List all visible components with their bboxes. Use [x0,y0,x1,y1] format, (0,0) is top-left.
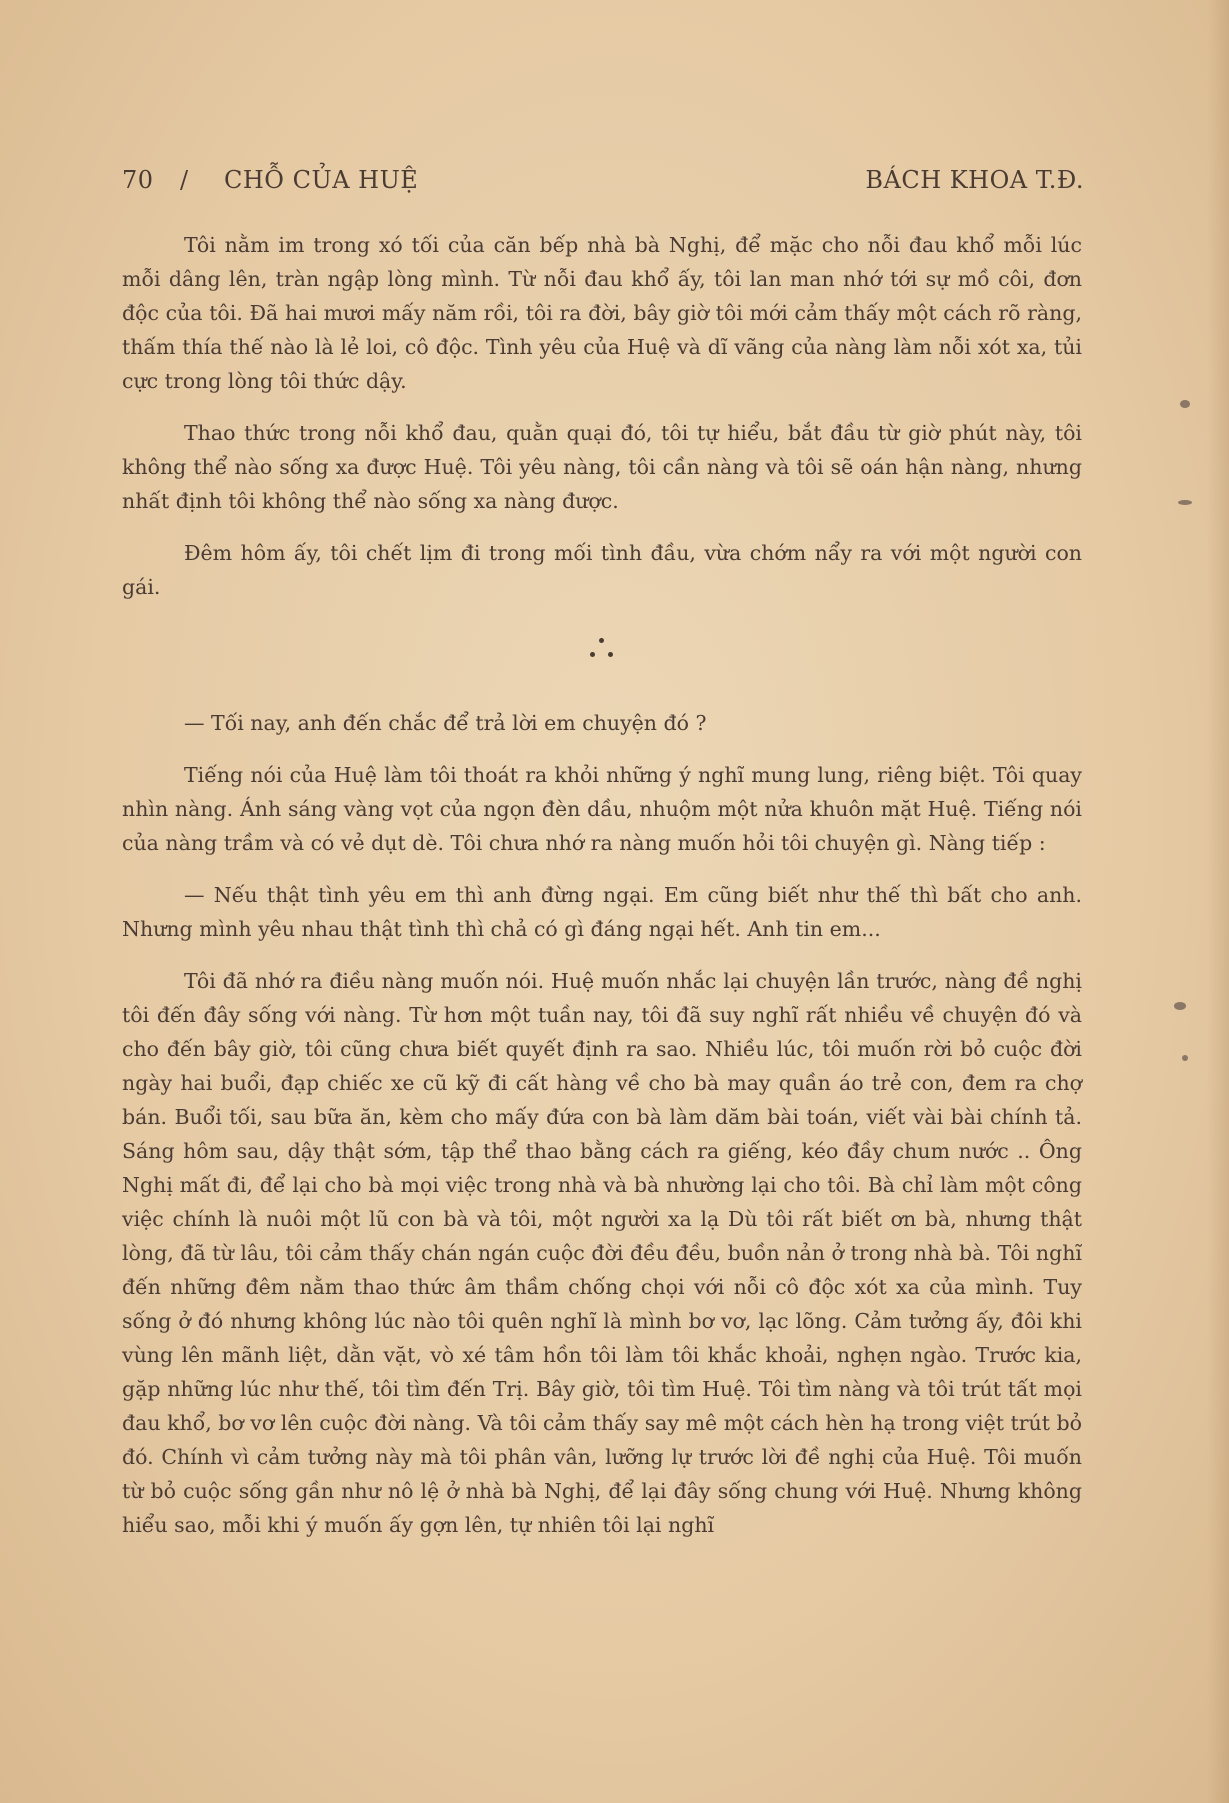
ink-speck [1178,500,1192,505]
header-separator: / [180,166,189,194]
ornament-dot [590,652,595,657]
ink-speck [1182,1055,1188,1061]
paragraph: Đêm hôm ấy, tôi chết lịm đi trong mối tình đầu, vừa chớm nẩy ra với một người con gái. [122,541,1082,599]
chapter-title: CHỖ CỦA HUỆ [224,166,419,194]
ink-speck [1174,1002,1186,1010]
dialogue-paragraph: — Tối nay, anh đến chắc để trả lời em chuyện đó ? [184,711,707,735]
magazine-name: BÁCH KHOA T.Đ. [865,166,1084,194]
paragraph: Thao thức trong nỗi khổ đau, quằn quại đó, tôi tự hiểu, bắt đầu từ giờ phút này, tôi không thể nào sống xa được Huệ. Tôi yêu nàng, tôi cần nàng và tôi sẽ oán hận nàng, nhưng nhất định tôi không thể nào sống xa nàng được. [122,421,1082,513]
ink-speck [1180,400,1190,408]
running-header [122,166,1084,196]
section-break-ornament [122,622,1082,696]
paragraph: Tôi đã nhớ ra điều nàng muốn nói. Huệ muốn nhắc lại chuyện lần trước, nàng đề nghị tôi đến đây sống với nàng. Từ hơn một tuần nay, tôi đã suy nghĩ rất nhiều về chuyện đó và cho đến bây giờ, tôi cũng chưa biết quyết định ra sao. Nhiều lúc, tôi muốn rời bỏ cuộc đời ngày hai buổi, đạp chiếc xe cũ kỹ đi cất hàng về cho bà may quần áo trẻ con, đem ra chợ bán. Buổi tối, sau bữa ăn, kèm cho mấy đứa con bà làm dăm bài toán, viết vài bài chính tả. Sáng hôm sau, dậy thật sớm, tập thể thao bằng cách ra giếng, kéo đầy chum nước .. Ông Nghị mất đi, để lại cho bà mọi việc trong nhà và bà nhường lại cho tôi. Bà chỉ làm một công việc chính là nuôi một lũ con bà và tôi, một người xa lạ Dù tôi rất biết ơn bà, nhưng thật lòng, đã từ lâu, tôi cảm thấy chán ngán cuộc đời đều đều, buồn nản ở trong nhà bà. Tôi nghĩ đến những đêm nằm thao thức âm thầm chống chọi với nỗi cô độc xót xa của mình. Tuy sống ở đó nhưng không lúc nào tôi quên nghĩ là mình bơ vơ, lạc lõng. Cảm tưởng ấy, đôi khi vùng lên mãnh liệt, dằn vặt, vò xé tâm hồn tôi làm tôi khắc khoải, nghẹn ngào. Trước kia, gặp những lúc như thế, tôi tìm đến Trị. Bây giờ, tôi tìm Huệ. Tôi tìm nàng và tôi trút tất mọi đau khổ, bơ vơ lên cuộc đời nàng. Và tôi cảm thấy say mê một cách hèn hạ trong việt trút bỏ đó. Chính vì cảm tưởng này mà tôi phân vân, lưỡng lự trước lời đề nghị của Huệ. Tôi muốn từ bỏ cuộc sống gần như nô lệ ở nhà bà Nghị, để lại đây sống chung với Huệ. Nhưng không hiểu sao, mỗi khi ý muốn ấy gợn lên, tự nhiên tôi lại nghĩ [122,969,1082,1537]
paragraph: Tiếng nói của Huệ làm tôi thoát ra khỏi những ý nghĩ mung lung, riêng biệt. Tôi quay nhìn nàng. Ánh sáng vàng vọt của ngọn đèn dầu, nhuộm một nửa khuôn mặt Huệ. Tiếng nói của nàng trầm và có vẻ dụt dè. Tôi chưa nhớ ra nàng muốn hỏi tôi chuyện gì. Nàng tiếp : [122,763,1082,855]
ornament-dot [599,638,604,643]
body-text [122,228,1082,1560]
page-number: 70 [122,166,154,194]
paragraph: Tôi nằm im trong xó tối của căn bếp nhà bà Nghị, để mặc cho nỗi đau khổ mỗi lúc mỗi dâng lên, tràn ngập lòng mình. Từ nỗi đau khổ ấy, tôi lan man nhớ tới sự mồ côi, đơn độc của tôi. Đã hai mươi mấy năm rồi, tôi ra đời, bây giờ tôi mới cảm thấy một cách rõ ràng, thấm thía thế nào là lẻ loi, cô độc. Tình yêu của Huệ và dĩ vãng của nàng làm nỗi xót xa, tủi cực trong lòng tôi thức dậy. [122,233,1082,393]
dialogue-paragraph: — Nếu thật tình yêu em thì anh đừng ngại. Em cũng biết như thế thì bất cho anh. Nhưng mình yêu nhau thật tình thì chả có gì đáng ngại hết. Anh tin em... [122,883,1082,941]
page-edge-shadow [1207,0,1229,1803]
ornament-dot [608,652,613,657]
